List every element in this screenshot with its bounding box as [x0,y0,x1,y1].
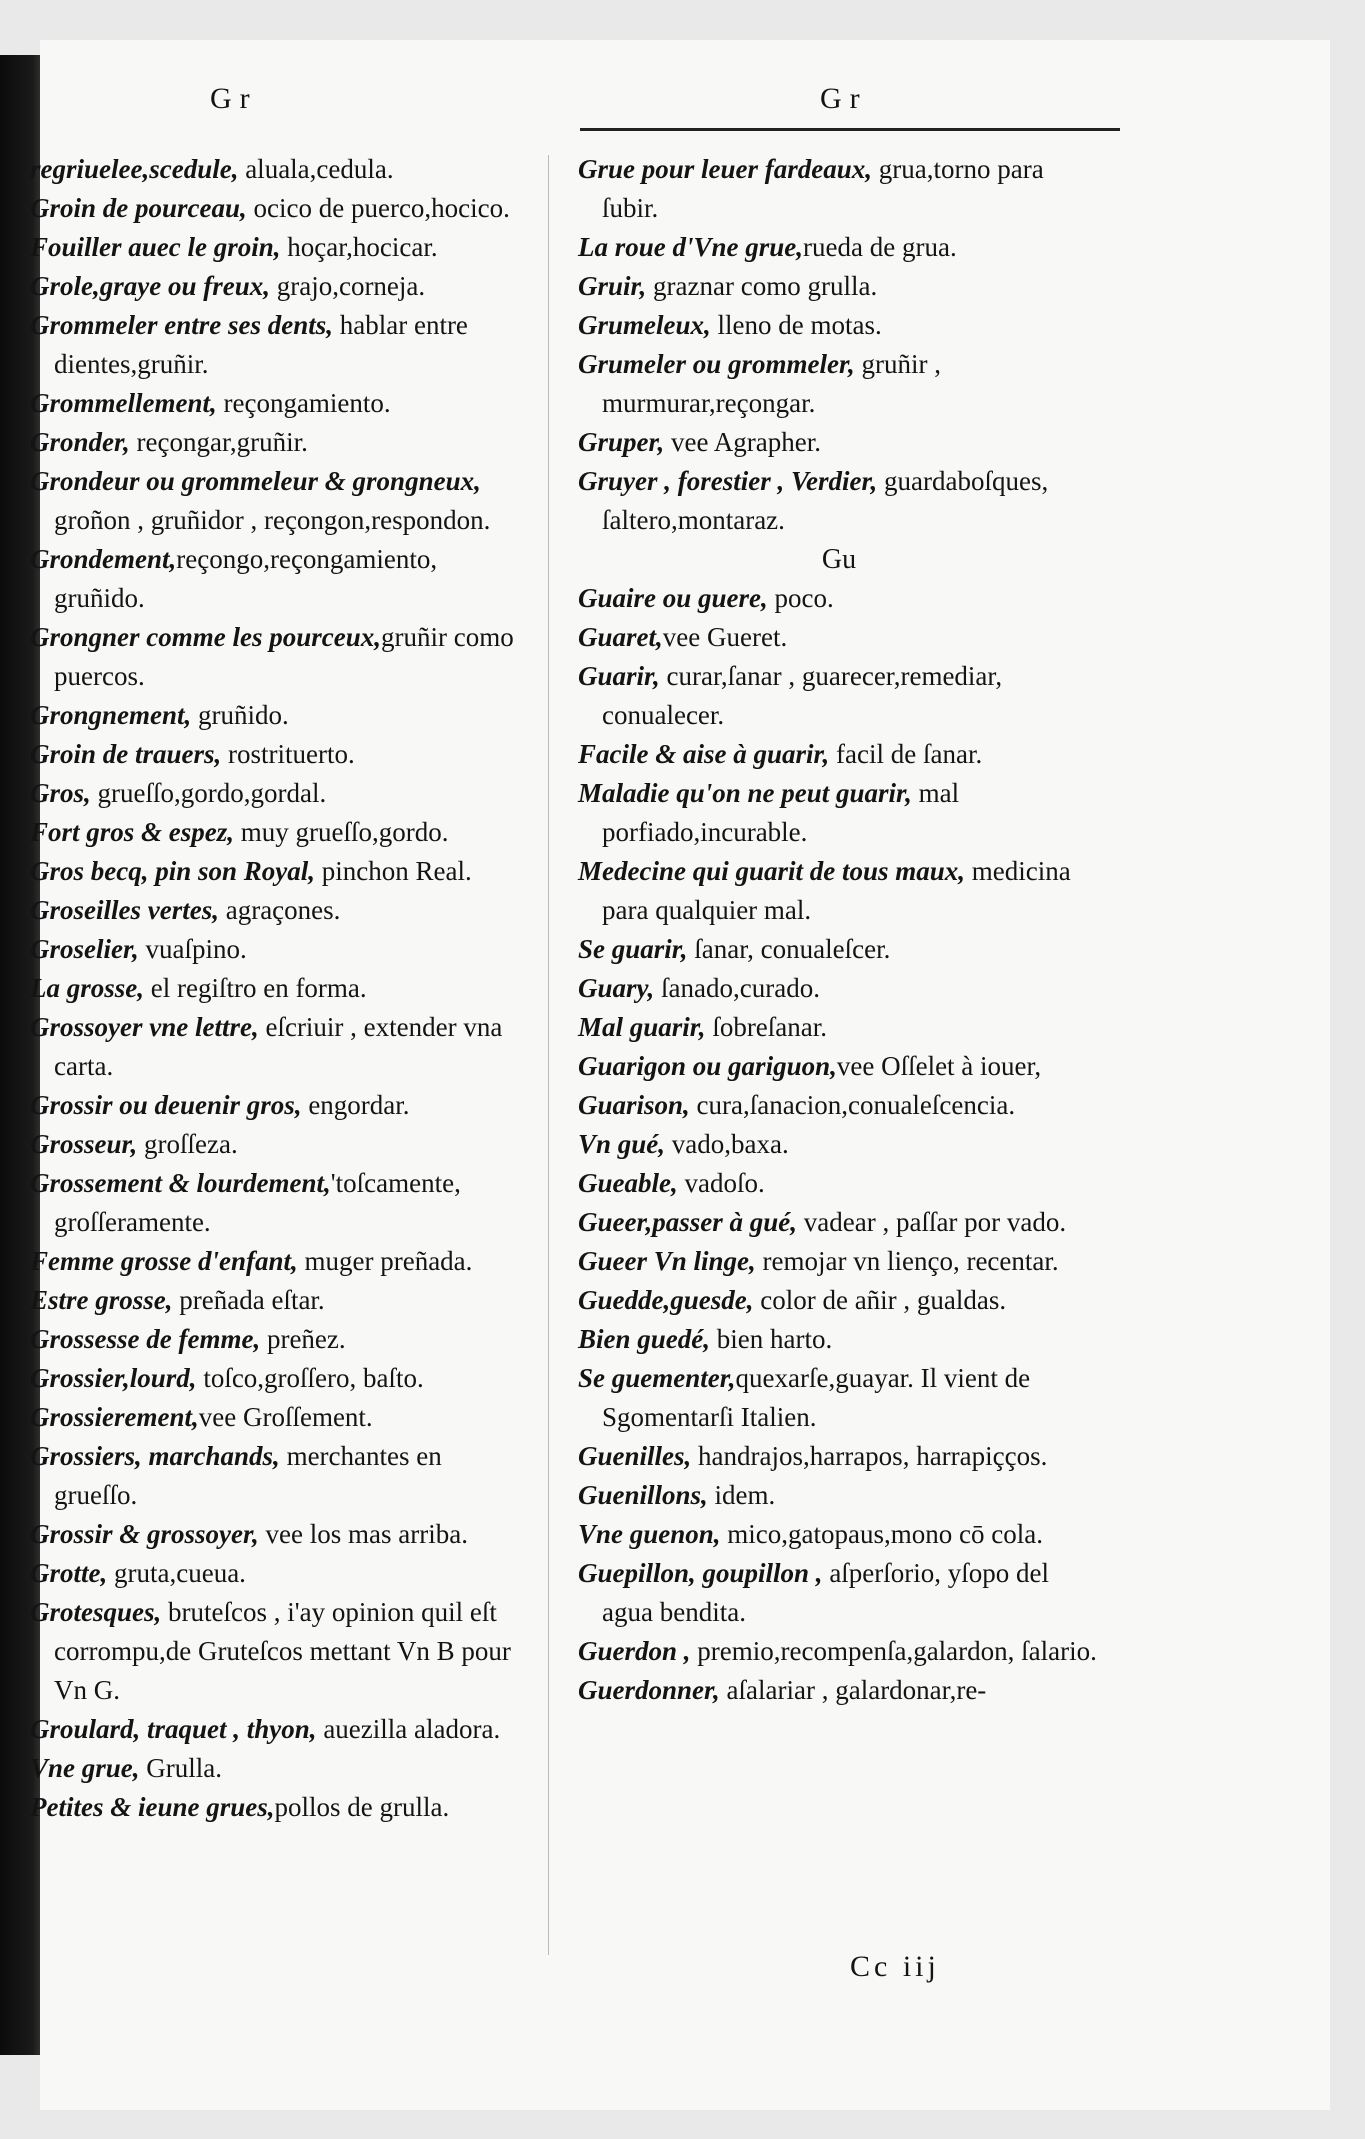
entry-translation: curar,ſanar , guarecer,remediar, conualecer. [602,661,1003,730]
entry-translation: auezilla aladora. [316,1714,501,1744]
dictionary-entry [30,1710,530,1749]
dictionary-entry [578,579,1100,618]
dictionary-entry [30,969,530,1008]
entry-translation: graznar como grulla. [646,271,878,301]
dictionary-entry [30,1593,530,1710]
dictionary-entry [578,1164,1100,1203]
dictionary-entry [30,1359,530,1398]
entry-translation: ſobreſanar. [705,1012,828,1042]
entry-headword: Grondeur ou grommeleur & grongneux, [30,466,481,496]
entry-translation: gruñir , murmurar,reçongar. [602,349,941,418]
dictionary-entry [30,696,530,735]
entry-translation: reçongar,gruñir. [129,427,308,457]
entry-headword: Grosseur, [30,1129,138,1159]
entry-headword: Mal guarir, [578,1012,706,1042]
entry-headword: Grongner comme les pourceux, [30,622,381,652]
dictionary-entry [578,1242,1100,1281]
entry-translation: lleno de motas. [710,310,882,340]
entry-translation: vee Gueret. [662,622,788,652]
dictionary-entry [578,1047,1100,1086]
dictionary-entry [30,1437,530,1515]
entry-headword: Grossierement, [30,1402,199,1432]
entry-translation: grueſſo,gordo,gordal. [90,778,327,808]
dictionary-entry [578,1203,1100,1242]
entry-headword: Grommeler entre ses dents, [30,310,333,340]
entry-headword: Guerdon , [578,1636,691,1666]
dictionary-entry [30,462,530,540]
dictionary-entry [30,1242,530,1281]
entry-translation: vado,baxa. [665,1129,789,1159]
entry-translation: bruteſcos , i'ay opinion quil eſt corrompu,de Gruteſcos mettant Vn B pour Vn G. [54,1597,511,1705]
entry-translation: aſperſorio, yſopo del agua bendita. [602,1558,1050,1627]
section-heading: Gu [821,544,857,575]
dictionary-entry [578,1671,1100,1710]
entry-translation: hoçar,hocicar. [280,232,438,262]
entry-headword: Guary, [578,973,655,1003]
entry-headword: Vne guenon, [578,1519,721,1549]
dictionary-entry [30,1554,530,1593]
entry-headword: Groseilles vertes, [30,895,219,925]
entry-translation: ſanado,curado. [654,973,820,1003]
entry-headword: Guedde,guesde, [578,1285,754,1315]
dictionary-entry [578,1125,1100,1164]
entry-headword: Gueer Vn linge, [578,1246,756,1276]
entry-translation: mal porfiado,incurable. [602,778,960,847]
dictionary-entry [30,1788,530,1827]
dictionary-entry [578,774,1100,852]
dictionary-entry [30,150,530,189]
dictionary-entry [578,423,1100,462]
entry-headword: Gronder, [30,427,130,457]
entry-headword: Guenillons, [578,1480,708,1510]
entry-translation: vee los mas arriba. [258,1519,468,1549]
dictionary-entry [30,852,530,891]
entry-headword: Guarigon ou gariguon, [578,1051,837,1081]
entry-translation: groſſeza. [137,1129,238,1159]
dictionary-entry [30,306,530,384]
entry-headword: Facile & aise à guarir, [578,739,830,769]
dictionary-entry [30,1515,530,1554]
entry-headword: Guaret, [578,622,663,652]
entry-headword: Groselier, [30,934,139,964]
dictionary-entry [30,1749,530,1788]
entry-translation: aluala,cedula. [238,154,394,184]
entry-translation: cura,ſanacion,conualeſcencia. [689,1090,1016,1120]
entry-headword: Grossiers, marchands, [30,1441,280,1471]
dictionary-entry [30,267,530,306]
entry-translation: muger preñada. [297,1246,473,1276]
entry-translation: vee Agrapher. [664,427,821,457]
entry-translation: aſalariar , galardonar,re- [719,1675,987,1705]
dictionary-entry [30,189,530,228]
entry-headword: Grotte, [30,1558,108,1588]
entry-translation: ſanar, conualeſcer. [687,934,891,964]
entry-headword: Medecine qui guarit de tous maux, [578,856,966,886]
entry-translation: grua,torno para ſubir. [602,154,1044,223]
entry-translation: mico,gatopaus,mono cō cola. [720,1519,1043,1549]
entry-headword: Fort gros & espez, [30,817,235,847]
dictionary-entry [578,969,1100,1008]
dictionary-entry [30,1320,530,1359]
entry-headword: Guepillon, goupillon , [578,1558,823,1588]
entry-translation: vadoſo. [677,1168,765,1198]
dictionary-entry [578,306,1100,345]
entry-translation: eſcriuir , extender vna carta. [54,1012,503,1081]
entry-headword: Grossement & lourdement, [30,1168,331,1198]
dictionary-entry [30,618,530,696]
dictionary-entry [578,852,1100,930]
entry-translation: el regiſtro en forma. [144,973,367,1003]
entry-headword: Grossier,lourd, [30,1363,197,1393]
entry-headword: Groin de pourceau, [30,193,247,223]
entry-headword: Grommellement, [30,388,217,418]
entry-translation: agraçones. [218,895,341,925]
entry-headword: Fouiller auec le groin, [30,232,281,262]
dictionary-entry [578,1437,1100,1476]
entry-translation: guardaboſques, ſaltero,montaraz. [602,466,1049,535]
entry-translation: medicina para qualquier mal. [602,856,1071,925]
entry-translation: reçongo,reçongamiento, gruñido. [54,544,438,613]
entry-headword: Gruir, [578,271,647,301]
entry-translation: reçongamiento. [216,388,391,418]
running-header-right: Gr [820,82,868,115]
entry-translation: gruta,cueua. [107,1558,246,1588]
entry-headword: regriuelee,scedule, [30,154,239,184]
entry-translation: rostrituerto. [221,739,355,769]
entry-translation: toſco,groſſero, baſto. [196,1363,424,1393]
dictionary-entry [30,813,530,852]
entry-translation: vadear , paſſar por vado. [797,1207,1067,1237]
entry-translation: hablar entre dientes,gruñir. [54,310,468,379]
entry-headword: Guaire ou guere, [578,583,768,613]
entry-headword: Vn gué, [578,1129,666,1159]
dictionary-entry [578,228,1100,267]
dictionary-entry [578,150,1100,228]
dictionary-entry [578,1632,1100,1671]
entry-translation: rueda de grua. [803,232,957,262]
entry-headword: La grosse, [30,973,144,1003]
entry-translation: gruñir como puercos. [54,622,514,691]
dictionary-entry [578,345,1100,423]
entry-headword: Grue pour leuer fardeaux, [578,154,873,184]
entry-translation: preñez. [260,1324,346,1354]
dictionary-entry [30,1164,530,1242]
entry-translation: pollos de grulla. [274,1792,450,1822]
dictionary-entry [578,267,1100,306]
header-rule [580,128,1120,131]
left-column [30,150,530,1827]
dictionary-entry [30,384,530,423]
entry-headword: Guenilles, [578,1441,692,1471]
entry-headword: Groin de trauers, [30,739,222,769]
entry-translation: remojar vn lienço, recentar. [755,1246,1059,1276]
entry-translation: gruñido. [191,700,289,730]
entry-headword: Grossir ou deuenir gros, [30,1090,302,1120]
dictionary-entry [578,1554,1100,1632]
entry-headword: Guerdonner, [578,1675,720,1705]
entry-headword: Femme grosse d'enfant, [30,1246,298,1276]
entry-headword: La roue d'Vne grue, [578,232,804,262]
entry-headword: Estre grosse, [30,1285,173,1315]
entry-translation: pinchon Real. [315,856,472,886]
dictionary-entry [578,735,1100,774]
entry-headword: Gruyer , forestier , Verdier, [578,466,878,496]
dictionary-entry [30,1125,530,1164]
entry-headword: Gruper, [578,427,665,457]
dictionary-entry [578,1515,1100,1554]
entry-headword: Gros, [30,778,91,808]
entry-headword: Bien guedé, [578,1324,710,1354]
entry-translation: 'toſcamente, groſſeramente. [54,1168,461,1237]
entry-headword: Grongnement, [30,700,192,730]
entry-headword: Se guementer, [578,1363,736,1393]
entry-headword: Grole,graye ou freux, [30,271,270,301]
entry-translation: handrajos,harrapos, harrapiçços. [691,1441,1048,1471]
entry-translation: Grulla. [139,1753,223,1783]
entry-headword: Gros becq, pin son Royal, [30,856,316,886]
dictionary-entry [30,774,530,813]
entry-translation: idem. [707,1480,776,1510]
dictionary-entry [578,1320,1100,1359]
entry-headword: Grotesques, [30,1597,162,1627]
dictionary-entry [30,1086,530,1125]
entry-headword: Maladie qu'on ne peut guarir, [578,778,912,808]
entry-headword: Vne grue, [30,1753,140,1783]
dictionary-entry [30,735,530,774]
dictionary-entry [578,618,1100,657]
dictionary-entry [578,1359,1100,1437]
entry-translation: vee Oſſelet à iouer, [836,1051,1042,1081]
entry-headword: Grumeleux, [578,310,711,340]
dictionary-entry [30,891,530,930]
entry-headword: Groulard, traquet , thyon, [30,1714,317,1744]
entry-headword: Grossir & grossoyer, [30,1519,259,1549]
entry-translation: merchantes en grueſſo. [54,1441,442,1510]
entry-headword: Petites & ieune grues, [30,1792,275,1822]
running-header-left: Gr [210,82,258,115]
entry-headword: Grossesse de femme, [30,1324,261,1354]
entry-headword: Gueer,passer à gué, [578,1207,798,1237]
entry-translation: preñada eſtar. [172,1285,325,1315]
right-column [578,150,1100,1710]
entry-translation: muy grueſſo,gordo. [234,817,449,847]
dictionary-entry [30,930,530,969]
entry-translation: groñon , gruñidor , reçongon,respondon. [54,505,491,535]
entry-headword: Grossoyer vne lettre, [30,1012,259,1042]
entry-translation: facil de ſanar. [829,739,983,769]
dictionary-entry [578,1008,1100,1047]
entry-headword: Gueable, [578,1168,678,1198]
entry-translation: engordar. [301,1090,410,1120]
signature-mark: Cc iij [850,1950,940,1983]
entry-translation: ocico de puerco,hocico. [246,193,510,223]
dictionary-entry [578,1476,1100,1515]
entry-headword: Se guarir, [578,934,688,964]
column-divider [548,155,549,1955]
dictionary-entry [578,657,1100,735]
dictionary-entry [30,1281,530,1320]
dictionary-entry [30,228,530,267]
dictionary-entry [30,1398,530,1437]
entry-translation: premio,recompenſa,galardon, ſalario. [690,1636,1097,1666]
entry-headword: Grumeler ou grommeler, [578,349,855,379]
entry-headword: Guarir, [578,661,660,691]
dictionary-entry [30,423,530,462]
entry-translation: bien harto. [710,1324,833,1354]
dictionary-entry [30,540,530,618]
dictionary-entry [30,1008,530,1086]
entry-translation: grajo,corneja. [269,271,426,301]
entry-translation: quexarſe,guayar. Il vient de Sgomentarſi Italien. [602,1363,1031,1432]
entry-translation: color de añir , gualdas. [753,1285,1007,1315]
entry-headword: Guarison, [578,1090,690,1120]
entry-translation: vuaſpino. [138,934,247,964]
dictionary-entry [578,462,1100,540]
dictionary-entry [578,930,1100,969]
dictionary-entry [578,1086,1100,1125]
entry-translation: vee Groſſement. [198,1402,373,1432]
entry-translation: poco. [767,583,834,613]
entry-headword: Grondement, [30,544,177,574]
dictionary-entry [578,1281,1100,1320]
